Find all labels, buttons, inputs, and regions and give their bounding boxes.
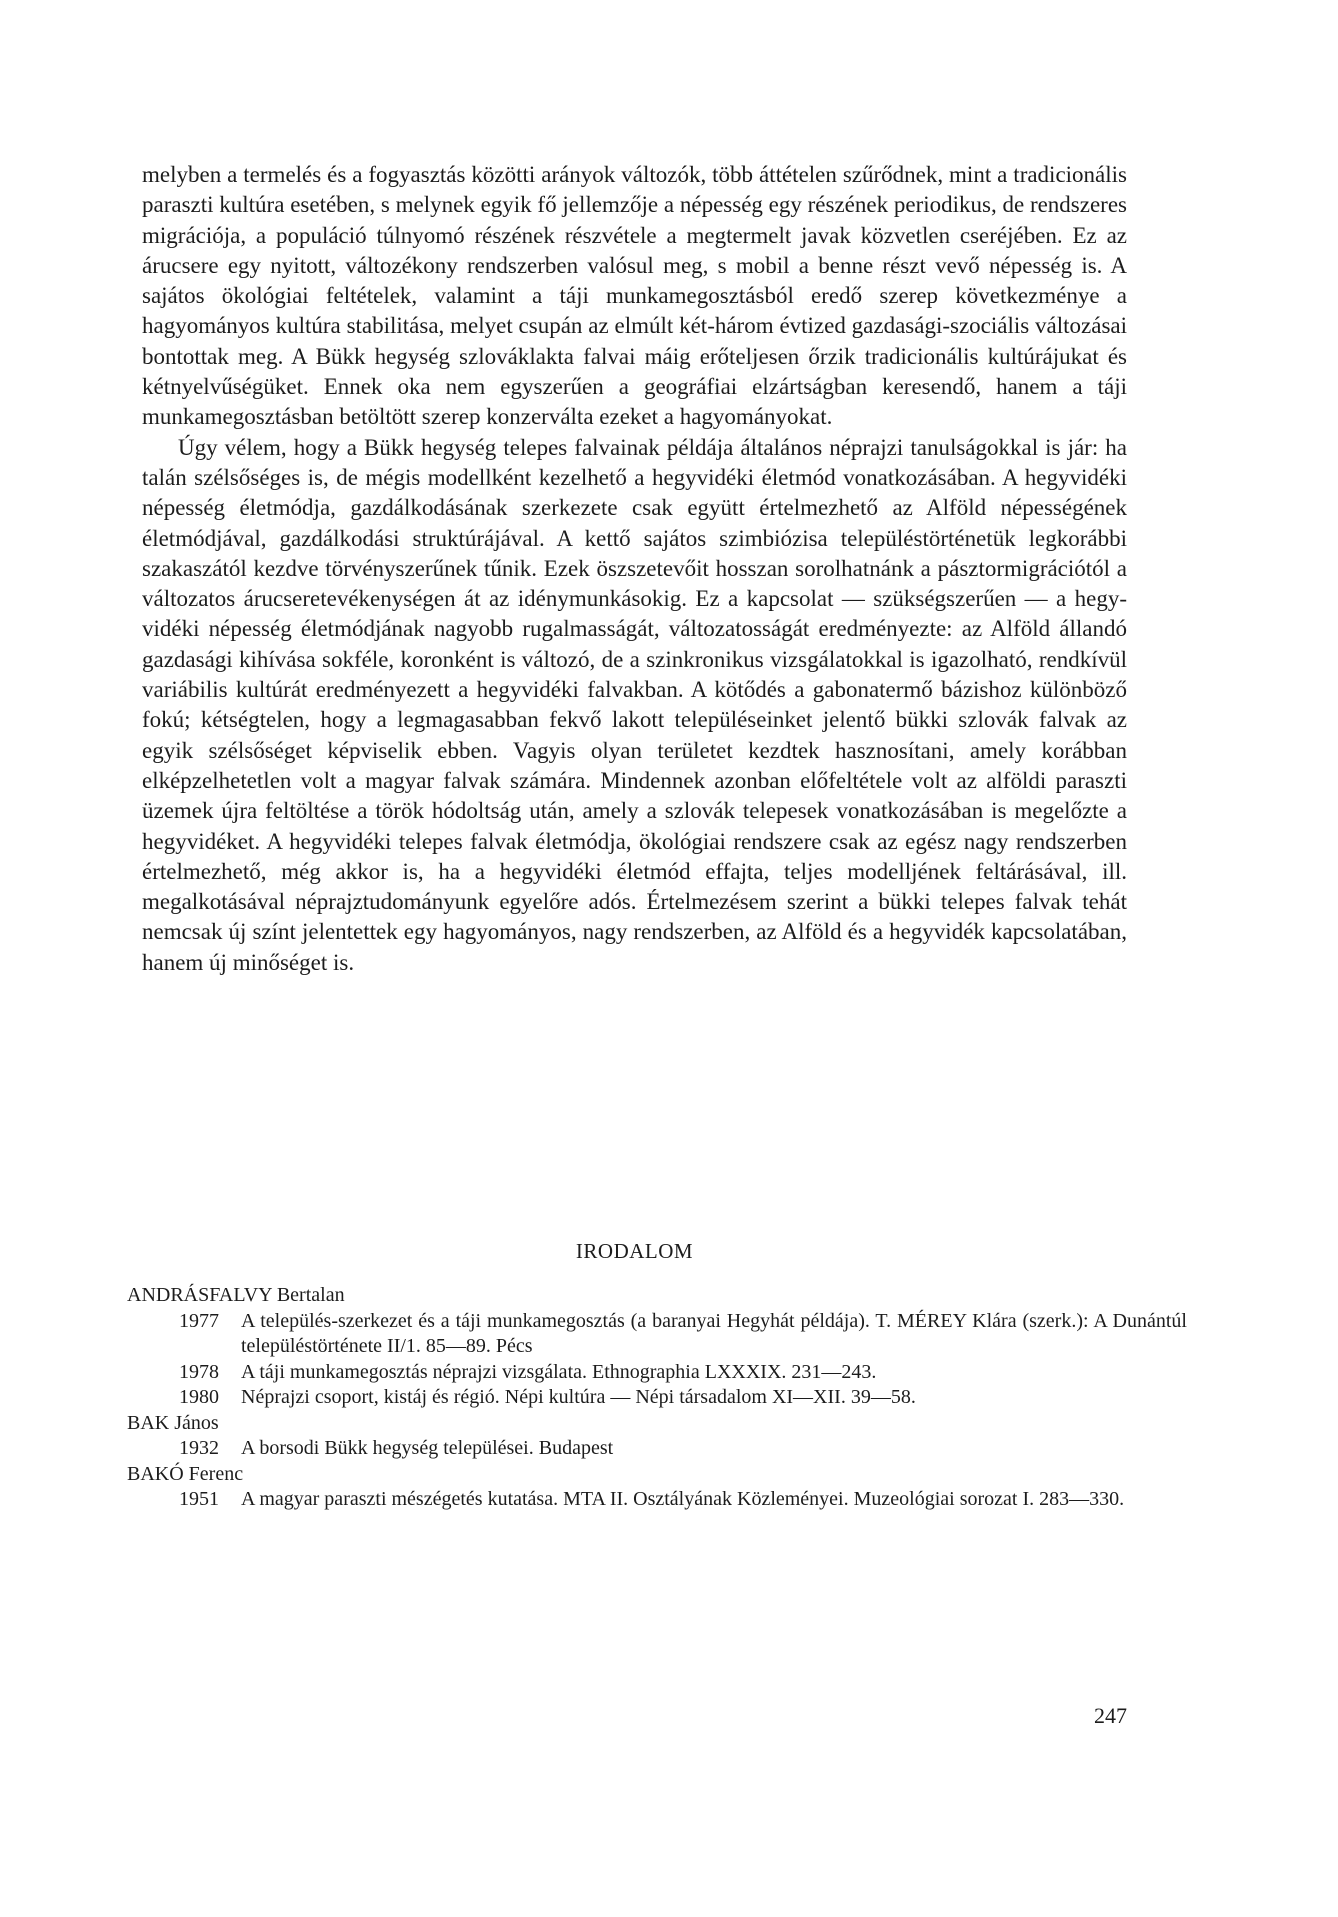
body-text	[142, 160, 1127, 978]
reference-year: 1980	[179, 1386, 219, 1408]
reference-year: 1977	[179, 1309, 219, 1332]
reference-text: A táji munkamegosztás néprajzi vizsgálata. Ethnographia LXXXIX. 231—243.	[241, 1360, 877, 1383]
reference-text: A magyar paraszti mészégetés kutatása. MTA II. Osztályának Közleményei. Muzeológiai sorozat I. 283—330.	[241, 1488, 1125, 1510]
reference-entry	[127, 1283, 1187, 1411]
reference-entry	[127, 1411, 1127, 1462]
reference-author: ANDRÁSFALVY Bertalan	[127, 1284, 345, 1306]
reference-work	[179, 1436, 1187, 1462]
reference-year: 1978	[179, 1360, 219, 1383]
page-number: 247	[1094, 1703, 1127, 1728]
reference-work	[179, 1360, 1187, 1386]
reference-work	[179, 1309, 1187, 1360]
reference-work	[179, 1487, 1187, 1513]
reference-author: BAKÓ Ferenc	[127, 1462, 244, 1485]
reference-work	[179, 1385, 1187, 1411]
reference-year: 1951	[179, 1488, 219, 1510]
reference-author: BAK János	[127, 1411, 219, 1434]
section-heading: IRODALOM	[575, 1239, 694, 1263]
reference-list	[127, 1283, 1187, 1513]
reference-text: A település-szerkezet és a táji munkamegosztás (a baranyai Hegyhát példája). T. MÉREY Klára (szerk.): A Dunántúl településtörténete II/1. 85—89. Pécs	[241, 1309, 1187, 1357]
reference-entry	[127, 1462, 1127, 1513]
body-paragraph-2: Úgy vélem, hogy a Bükk hegység telepes falvainak példája általános néprajzi tanulságokkal is jár: ha talán szélsőséges is, de mégis modellként kezelhető a hegyvidéki életmód vonatkozásában. A hegyvidéki népesség életmódja, gazdálkodásának szerkezete csak együtt értelmezhető az Alföld népességének életmódjával, gazdálkodási struktúrájával. A kettő sajátos szimbiózisa településtörténetük legkorábbi szakaszától kezdve törvényszerűnek tűnik. Ezek öszszetevőit hosszan sorolhatnánk a pásztormigrációtól a változatos árucseretevékenységen át az idénymunkásokig. Ez a kapcsolat — szükségszerűen — a hegyvidéki népesség életmódjának nagyobb rugalmasságát, változatosságát eredményezte: az Alföld állandó gazdasági kihívása sokféle, koronként is változó, de a szinkronikus vizsgálatokkal is igazolható, rendkívül variábilis kultúrát eredményezett a hegyvidéki falvakban. A kötődés a gabonatermő bázishoz különböző fokú; kétségtelen, hogy a legmagasabban fekvő lakott településeinket jelentő bükki szlovák falvak az egyik szélsőséget képviselik ebben. Vagyis olyan területet kezdtek hasznosítani, amely korábban elképzelhetetlen volt a magyar falvak számára. Mindennek azonban előfeltétele volt az alföldi paraszti üzemek újra feltöltése a török hódoltság után, amely a szlovák telepesek vonatkozásában is megelőzte a hegyvidéket. A hegyvidéki telepes falvak életmódja, ökológiai rendszere csak az egész nagy rendszerben értelmezhető, még akkor is, ha a hegyvidéki életmód effajta, teljes modelljének feltárásával, ill. megalkotásával néprajztudományunk egyelőre adós. Értelmezésem szerint a bükki telepes falvak tehát nemcsak új színt jelentettek egy hagyományos, nagy rendszerben, az Alföld és a hegyvidék kapcsolatában, hanem új minőséget is.	[142, 434, 1127, 975]
reference-year: 1932	[179, 1437, 219, 1459]
body-paragraph-1: melyben a termelés és a fogyasztás közötti arányok változók, több áttételen szűrődnek, mint a tradicionális paraszti kultúra esetében, s melynek egyik fő jellemzője a népesség egy részének periodikus, de rendszeres migrációja, a populáció túlnyomó részének részvétele a megtermelt javak közvetlen cseréjében. Ez az árucsere egy nyitott, változékony rendszerben valósul meg, s mobil a benne részt vevő népesség is. A sajátos ökológiai feltételek, valamint a táji munkamegosztásból eredő szerep következménye a hagyományos kultúra stabilitása, melyet csupán az elmúlt két-három évtized gazdasági-szociális változásai bontottak meg. A Bükk hegység szlováklakta falvai máig erőteljesen őrzik tradicionális kultúrájukat és kétnyelvűségüket. Ennek oka nem egyszerűen a geográfiai elzártságban keresendő, hanem a táji munkamegosztásban betöltött szerep konzerválta ezeket a hagyományokat.	[142, 162, 1127, 430]
reference-text: A borsodi Bükk hegység települései. Budapest	[241, 1437, 614, 1459]
reference-text: Néprajzi csoport, kistáj és régió. Népi kultúra — Népi társadalom XI—XII. 39—58.	[241, 1386, 916, 1408]
